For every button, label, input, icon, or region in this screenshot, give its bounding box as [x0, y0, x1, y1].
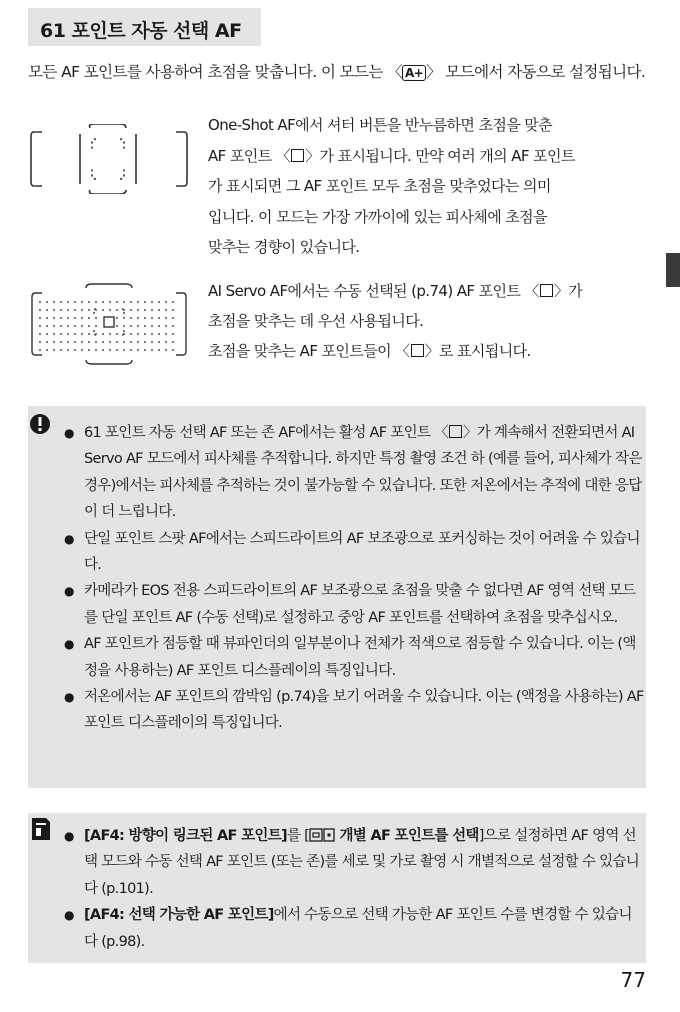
caution-text: AF 포인트가 점등할 때 뷰파인더의 일부분이나 전체가 적색으로 점등할 수 있습니다. 이는 (액정을 사용하는) AF 포인트 디스플레이의 특징입니다.	[84, 636, 636, 679]
af-point-dot	[81, 349, 83, 351]
af-point-dot	[74, 325, 76, 327]
af-point-dot	[172, 309, 174, 311]
note-list	[64, 823, 644, 955]
af-point-dot	[53, 341, 55, 343]
bullet-icon: ●	[64, 690, 74, 705]
ai-servo-text: AI Servo AF에서는 수동 선택된 (p.74) AF 포인트 〈	[208, 282, 539, 300]
af-point-dot	[39, 317, 41, 319]
ai-servo-line	[208, 276, 648, 306]
caution-text: 저온에서는 AF 포인트의 깜박임 (p.74)을 보기 어려울 수 있습니다. 이는 (액정을 사용하는) AF 포인트 디스플레이의 특징입니다.	[84, 689, 644, 732]
af-point-dot	[53, 301, 55, 303]
intro-text-1: 모든 AF 포인트를 사용하여 초점을 맞춥니다. 이 모드는 〈	[28, 63, 402, 81]
af-point-dot	[81, 317, 83, 319]
af-point-dot	[60, 341, 62, 343]
note-item	[64, 902, 644, 955]
af-point-dot	[53, 317, 55, 319]
af-point-icon	[540, 284, 553, 297]
af-point-dot	[67, 341, 69, 343]
af-point-dot	[46, 333, 48, 335]
ai-servo-line	[208, 336, 648, 366]
af-point-dot	[165, 301, 167, 303]
af-point-dot	[102, 341, 104, 343]
af-point-dot	[74, 333, 76, 335]
af-point-dot	[60, 333, 62, 335]
note-text: 를 [	[286, 828, 310, 844]
caution-text: 〉가 계속해서 전환되면서 AI Servo AF 모드에서 피사체를 추적합니다. 하지만 특정 촬영 조건 하 (예를 들어, 피사체가 작은 경우)에서는 피사체를 추적하는 것이 불가능할 수 있습니다. 또한 저온에서는 추적에 대한 응답이 더 느립니다.	[84, 425, 642, 521]
af-point-dot	[144, 349, 146, 351]
af-point-dot	[137, 333, 139, 335]
af-point-dot	[116, 325, 118, 327]
note-text: ]으로 설정하면 AF 영역 선택 모드와 수동 선택 AF 포인트 (또는 존)를 세로 및 가로 촬영 시 개별적으로 설정할 수 있습니다 (p.101).	[84, 828, 640, 897]
caution-text: 61 포인트 자동 선택 AF 또는 존 AF에서는 활성 AF 포인트 〈	[84, 425, 448, 441]
ai-servo-text: 〉가	[553, 282, 583, 300]
af-point-dot	[151, 325, 153, 327]
caution-icon	[28, 412, 52, 436]
af-point-dot	[60, 301, 62, 303]
one-shot-line: 가 표시되면 그 AF 포인트 모두 초점을 맞추었다는 의미	[208, 177, 551, 195]
ai-servo-description	[208, 276, 648, 366]
note-text: 에서 수동으로 선택 가능한 AF 포인트 수를 변경할 수 있습니다 (p.98).	[84, 907, 632, 950]
af-point-dot	[88, 325, 90, 327]
af-point-dot	[95, 317, 97, 319]
af-point-dot	[172, 333, 174, 335]
intro-text-2: 〉 모드에서 자동으로 설정됩니다.	[426, 63, 646, 81]
af-point-dot	[137, 301, 139, 303]
af-point-dot	[158, 341, 160, 343]
af-point-dot	[109, 341, 111, 343]
menu-reference: [AF4: 방향이 링크된 AF 포인트]	[84, 828, 287, 844]
af-point-dot	[116, 333, 118, 335]
af-point-dot	[116, 301, 118, 303]
af-point-dot	[123, 301, 125, 303]
intro-paragraph	[28, 58, 648, 87]
page-number: 77	[620, 968, 646, 992]
af-point-dot	[123, 341, 125, 343]
af-point-dot	[130, 317, 132, 319]
bullet-icon: ●	[64, 829, 74, 843]
af-point-dot	[53, 349, 55, 351]
af-point-dot	[88, 301, 90, 303]
af-point-dot	[109, 301, 111, 303]
af-point-dot	[137, 349, 139, 351]
af-point-dot	[46, 301, 48, 303]
caution-item	[64, 526, 644, 579]
af-point-dot	[130, 325, 132, 327]
af-point-dot	[95, 301, 97, 303]
af-point-dot	[74, 349, 76, 351]
af-point-dot	[165, 349, 167, 351]
af-point-dot	[67, 325, 69, 327]
af-point-dot	[109, 309, 111, 311]
note-icon	[30, 817, 52, 841]
af-point-icon	[291, 149, 304, 162]
af-point-dot	[53, 325, 55, 327]
af-point-dot	[39, 309, 41, 311]
af-point-dot	[67, 317, 69, 319]
one-shot-line: One-Shot AF에서 셔터 버튼을 반누름하면 초점을 맞춘	[208, 116, 553, 134]
one-shot-description	[208, 110, 648, 263]
bullet-icon: ●	[64, 637, 74, 652]
af-point-icon	[449, 425, 462, 438]
af-point-dot	[95, 333, 97, 335]
af-point-dot	[158, 325, 160, 327]
af-point-dot	[88, 341, 90, 343]
af-point-dot	[144, 333, 146, 335]
af-point-dot	[74, 309, 76, 311]
af-point-dot	[137, 309, 139, 311]
af-point-dot	[95, 341, 97, 343]
af-point-dot	[172, 349, 174, 351]
af-point-dot	[46, 309, 48, 311]
af-point-dot	[116, 317, 118, 319]
af-point-dot	[46, 325, 48, 327]
af-point-dot	[39, 341, 41, 343]
af-point-dot	[130, 301, 132, 303]
af-point-dot	[88, 349, 90, 351]
af-point-dot	[109, 349, 111, 351]
af-point-dot	[151, 317, 153, 319]
ai-servo-line: 초점을 맞추는 데 우선 사용됩니다.	[208, 312, 424, 330]
af-point-dot	[151, 349, 153, 351]
af-point-dot	[123, 309, 125, 311]
caution-text: 카메라가 EOS 전용 스피드라이트의 AF 보조광으로 초점을 맞출 수 없다면 AF 영역 선택 모드를 단일 포인트 AF (수동 선택)로 설정하고 중앙 AF 포인트를 선택하여 초점을 맞추십시오.	[84, 583, 636, 626]
af-point-dot	[116, 349, 118, 351]
menu-reference: [AF4: 선택 가능한 AF 포인트]	[84, 907, 274, 924]
note-item	[64, 823, 644, 902]
af-point-dot	[123, 333, 125, 335]
af-point-dot	[123, 325, 125, 327]
af-point-dot	[158, 317, 160, 319]
chapter-side-tab	[666, 253, 680, 287]
af-point-dot	[81, 301, 83, 303]
af-point-dot	[172, 317, 174, 319]
section-title: 61 포인트 자동 선택 AF	[28, 8, 261, 46]
one-shot-text: AF 포인트 〈	[208, 146, 291, 165]
af-point-dot	[130, 349, 132, 351]
af-point-dot	[165, 341, 167, 343]
af-point-dot	[151, 309, 153, 311]
af-point-dot	[53, 333, 55, 335]
af-point-dot	[144, 317, 146, 319]
af-point-dot	[95, 349, 97, 351]
one-shot-line: 입니다. 이 모드는 가장 가까이에 있는 피사체에 초점을	[208, 207, 547, 226]
af-point-dot	[74, 341, 76, 343]
af-point-dot	[67, 333, 69, 335]
af-point-dot	[123, 349, 125, 351]
af-point-dot	[116, 341, 118, 343]
af-point-dot	[88, 317, 90, 319]
af-point-dot	[158, 349, 160, 351]
af-point-dot	[109, 333, 111, 335]
af-point-dot	[137, 341, 139, 343]
af-point-dot	[130, 341, 132, 343]
bullet-icon: ●	[64, 908, 74, 923]
af-point-dot	[144, 301, 146, 303]
caution-list	[64, 420, 644, 737]
one-shot-text: 〉가 표시됩니다. 만약 여러 개의 AF 포인트	[305, 146, 575, 165]
af-point-dot	[67, 309, 69, 311]
scene-intelligent-auto-icon: A+	[402, 65, 426, 81]
af-point-dot	[53, 309, 55, 311]
af-point-dot	[158, 309, 160, 311]
af-point-dot	[123, 317, 125, 319]
af-point-dot	[95, 325, 97, 327]
af-point-dot	[137, 317, 139, 319]
caution-item	[64, 420, 644, 526]
af-point-dot	[137, 325, 139, 327]
af-point-dot	[116, 309, 118, 311]
af-point-dot	[39, 333, 41, 335]
caution-box	[28, 406, 646, 788]
caution-item	[64, 578, 644, 631]
bullet-icon: ●	[64, 531, 74, 546]
af-point-dot	[46, 317, 48, 319]
af-point-dot	[46, 341, 48, 343]
af-point-dot	[130, 309, 132, 311]
af-point-dot	[151, 333, 153, 335]
af-point-dot	[102, 349, 104, 351]
af-point-dot	[144, 325, 146, 327]
af-point-dot	[60, 317, 62, 319]
af-point-dot	[151, 341, 153, 343]
af-point-dot	[74, 317, 76, 319]
af-point-dot	[102, 333, 104, 335]
af-point-dot	[102, 301, 104, 303]
af-point-dot	[60, 349, 62, 351]
af-point-dot	[81, 333, 83, 335]
af-point-dot	[39, 349, 41, 351]
bullet-icon: ●	[64, 584, 74, 599]
caution-item	[64, 631, 644, 684]
af-point-dot	[60, 325, 62, 327]
af-point-dot	[165, 325, 167, 327]
af-point-select-icon	[309, 828, 335, 842]
af-point-dot	[102, 309, 104, 311]
caution-item	[64, 684, 644, 737]
one-shot-line: 맞추는 경향이 있습니다.	[208, 238, 360, 256]
af-point-dot	[144, 341, 146, 343]
af-point-dot	[88, 309, 90, 311]
ai-servo-viewfinder-diagram	[28, 283, 190, 365]
ai-servo-text: 〉로 표시됩니다.	[424, 342, 531, 360]
af-point-dot	[39, 301, 41, 303]
af-point-dot	[130, 333, 132, 335]
af-point-dot	[144, 309, 146, 311]
af-point-dot	[88, 333, 90, 335]
af-point-dot	[158, 301, 160, 303]
af-point-icon	[411, 344, 424, 357]
af-point-dot	[46, 349, 48, 351]
caution-text: 단일 포인트 스팟 AF에서는 스피드라이트의 AF 보조광으로 포커싱하는 것이 어려울 수 있습니다.	[84, 530, 640, 574]
af-point-dot	[165, 309, 167, 311]
af-point-dot	[74, 301, 76, 303]
af-point-dot	[81, 341, 83, 343]
ai-servo-text: 초점을 맞추는 AF 포인트들이 〈	[208, 342, 410, 360]
af-point-dot	[172, 341, 174, 343]
af-point-dot	[172, 301, 174, 303]
af-point-dot	[81, 325, 83, 327]
af-point-dot	[81, 309, 83, 311]
af-point-dot	[165, 333, 167, 335]
af-point-dot	[95, 309, 97, 311]
af-point-dot	[172, 325, 174, 327]
af-point-dot	[60, 309, 62, 311]
menu-reference: 개별 AF 포인트를 선택	[335, 828, 479, 844]
af-point-dot	[67, 301, 69, 303]
bullet-icon: ●	[64, 426, 74, 440]
af-point-dot	[67, 349, 69, 351]
one-shot-viewfinder-diagram	[28, 124, 190, 194]
one-shot-line	[208, 141, 648, 172]
af-point-dot	[151, 301, 153, 303]
note-box	[28, 813, 646, 963]
af-point-dot	[39, 325, 41, 327]
af-point-dot	[158, 333, 160, 335]
af-point-dot	[165, 317, 167, 319]
